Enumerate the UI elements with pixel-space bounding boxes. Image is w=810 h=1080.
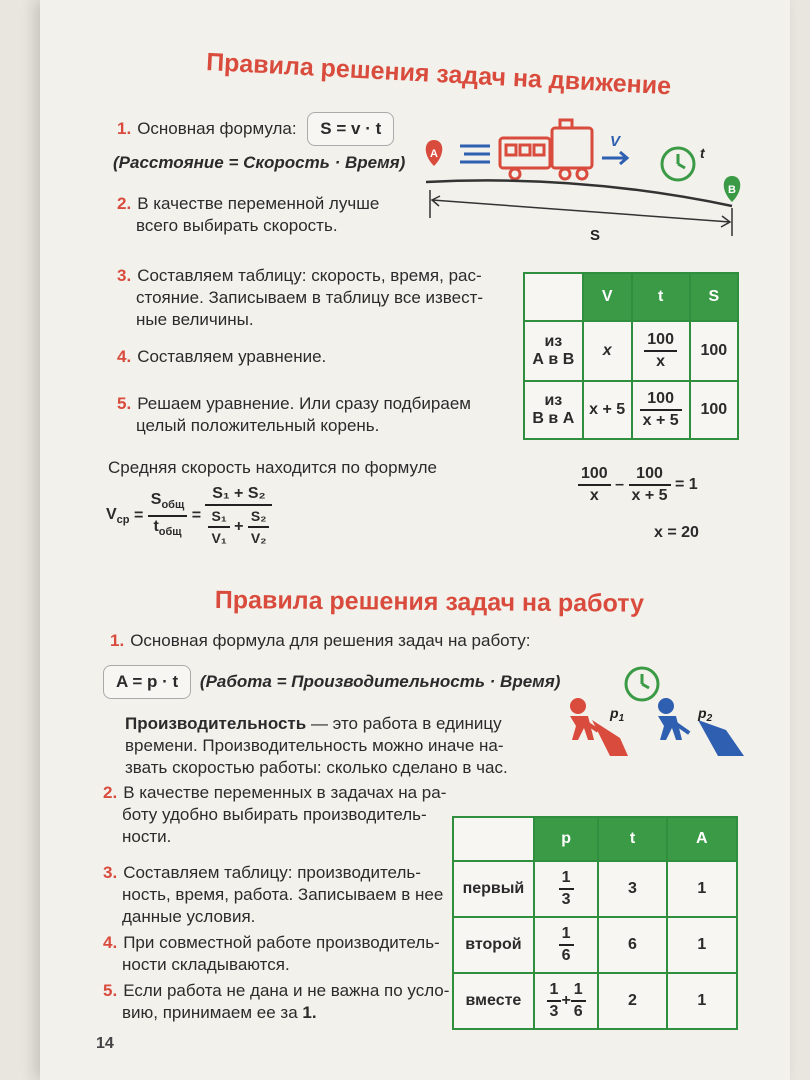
work-rule-3: 3. Составляем таблицу: производитель- ность, время, работа. Записываем в нее данные условия. xyxy=(103,863,444,926)
workers-illustration xyxy=(548,660,748,770)
cell-s: 100 xyxy=(690,321,738,381)
average-speed-formula: $V_{ср}$ = $\frac{S_{общ}}{t_{общ}}$ = S₁ + S₂ $\frac{\text{S₁}}{\text{V₁}}$ + $\frac{\text{S₂}}{\text{V₂}}$ xyxy=(106,484,272,548)
cell-p: $\frac{1}{6}$ xyxy=(534,917,598,973)
cell-t: 2 xyxy=(598,973,666,1029)
worker-2-label: $p_2$ xyxy=(698,705,713,724)
average-speed-text: Средняя скорость находится по формуле xyxy=(108,458,437,477)
motion-formula-explanation: (Расстояние = Скорость · Время) xyxy=(113,153,406,172)
arrow-right-icon xyxy=(602,152,627,164)
motion-rule-5: 5. Решаем уравнение. Или сразу подбираем целый положительный корень. xyxy=(117,394,471,435)
motion-header-v: V xyxy=(583,273,632,321)
cell-t: 3 xyxy=(598,861,666,917)
cell-t: $\frac{100}{x}$ xyxy=(632,321,690,381)
motion-answer: x = 20 xyxy=(654,524,699,541)
row-label-ba: из В в А xyxy=(524,381,583,439)
cell-a: 1 xyxy=(667,973,737,1029)
work-table xyxy=(452,816,738,1030)
work-title: Правила решения задач на работу xyxy=(214,586,645,618)
motion-rule-4: 4. Составляем уравнение. xyxy=(117,347,327,366)
cell-a: 1 xyxy=(667,861,737,917)
work-formula-line xyxy=(103,665,560,699)
cell-v: x + 5 xyxy=(583,381,632,439)
velocity-label: V xyxy=(610,133,621,150)
time-label: t xyxy=(700,145,705,161)
motion-rule-1: 1. Основная формула: S = v · t xyxy=(117,112,394,146)
work-formula-explanation: (Работа = Производительность · Время) xyxy=(199,672,561,691)
motion-table xyxy=(523,272,739,440)
speed-lines-icon xyxy=(460,146,490,162)
motion-header-s: S xyxy=(690,273,738,321)
point-a-label: A xyxy=(430,148,438,160)
work-rule-1: 1. Основная формула для решения задач на работу: xyxy=(110,631,531,650)
train-icon xyxy=(500,120,592,179)
worker-digging-red-icon xyxy=(570,698,628,756)
page-number: 14 xyxy=(96,1035,114,1052)
work-formula-box: A = p · t xyxy=(103,665,191,699)
row-label-second: второй xyxy=(453,917,534,973)
work-header-p: p xyxy=(534,817,598,861)
work-rule-5: 5. Если работа не дана и не важна по усло- вию, принимаем ее за 1. xyxy=(103,981,450,1022)
motion-table-corner xyxy=(524,273,583,321)
motion-title: Правила решения задач на движение xyxy=(205,48,672,101)
work-rule-2: 2. В качестве переменных в задачах на ра- боту удобно выбирать производитель- ности. xyxy=(103,783,447,846)
table-row xyxy=(524,381,738,439)
cell-a: 1 xyxy=(667,917,737,973)
motion-diagram xyxy=(420,118,750,248)
cell-t: 6 xyxy=(598,917,666,973)
cell-t: $\frac{100}{x + 5}$ xyxy=(632,381,690,439)
table-row xyxy=(524,321,738,381)
cell-p: $\frac{1}{3}$ + $\frac{1}{6}$ xyxy=(534,973,598,1029)
cell-s: 100 xyxy=(690,381,738,439)
clock-icon xyxy=(662,148,694,180)
motion-formula-box: S = v · t xyxy=(307,112,394,146)
distance-label: S xyxy=(590,227,601,244)
table-row xyxy=(453,917,737,973)
map-pin-a-icon xyxy=(426,140,443,166)
road-line xyxy=(426,180,732,206)
row-label-together: вместе xyxy=(453,973,534,1029)
motion-header-t: t xyxy=(632,273,690,321)
motion-rule-3: 3. Составляем таблицу: скорость, время, рас- стояние. Записываем в таблицу все извест- ные величины. xyxy=(117,266,484,329)
work-table-corner xyxy=(453,817,534,861)
work-rule-4: 4. При совместной работе производитель- ности складываются. xyxy=(103,933,440,974)
point-b-label: B xyxy=(728,184,736,196)
cell-p: $\frac{1}{3}$ xyxy=(534,861,598,917)
row-label-ab: из А в В xyxy=(524,321,583,381)
motion-equation: $\frac{100}{x}$ – $\frac{100}{x + 5}$ = 1 xyxy=(578,464,698,506)
motion-rule-2: 2. В качестве переменной лучше всего выбирать скорость. xyxy=(117,194,380,235)
map-pin-b-icon xyxy=(724,176,741,202)
worker-1-label: $p_1$ xyxy=(610,705,625,724)
table-row xyxy=(453,973,737,1029)
cell-v: x xyxy=(583,321,632,381)
row-label-first: первый xyxy=(453,861,534,917)
productivity-definition: Производительность — это работа в единицу времени. Производительность можно иначе на- звать скоростью работы: сколько сделано в час. xyxy=(125,714,508,777)
table-row xyxy=(453,861,737,917)
clock-icon xyxy=(626,668,658,700)
work-header-t: t xyxy=(598,817,666,861)
work-header-a: A xyxy=(667,817,737,861)
